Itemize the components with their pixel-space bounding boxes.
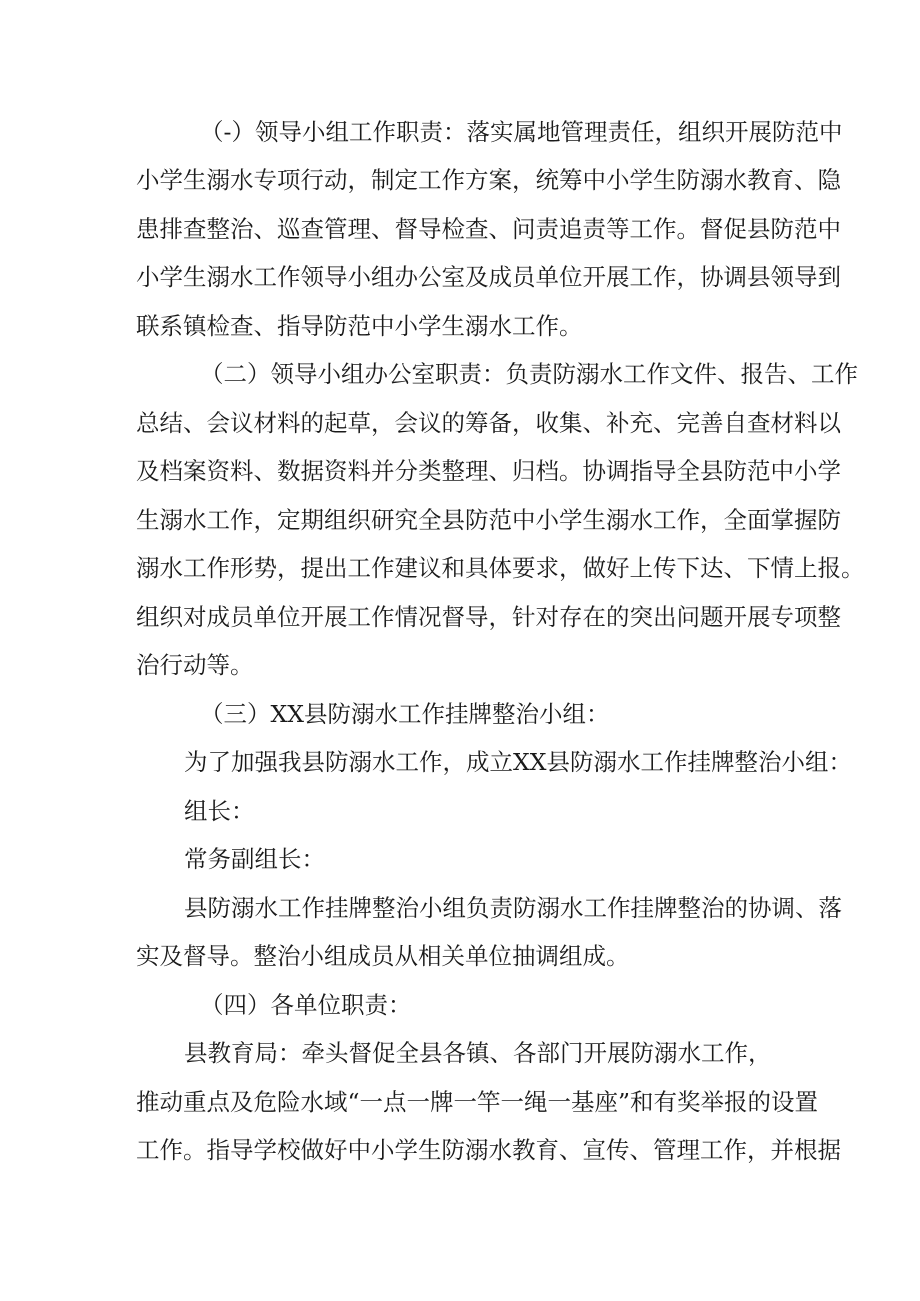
text-line: （三）XX县防溺水工作挂牌整治小组： (200, 700, 610, 728)
text-line: 县防溺水工作挂牌整治小组负责防溺水工作挂牌整治的协调、落 (184, 894, 842, 922)
text-line: （四）各单位职责： (200, 991, 412, 1019)
text-line: 总结、会议材料的起草，会议的筹备，收集、补充、完善自查材料以 (136, 409, 841, 437)
text-line: 治行动等。 (136, 651, 254, 679)
text-line: 组长： (184, 797, 255, 825)
text-line: （二）领导小组办公室职责：负责防溺水工作文件、报告、工作 (200, 360, 858, 388)
text-line: 小学生溺水专项行动，制定工作方案，统筹中小学生防溺水教育、隐 (136, 166, 841, 194)
text-line: （-）领导小组工作职责：落实属地管理责任，组织开展防范中 (200, 118, 843, 146)
text-line: 联系镇检查、指导防范中小学生溺水工作。 (136, 312, 583, 340)
text-line: 县教育局：牵头督促全县各镇、各部门开展防溺水工作， (184, 1039, 772, 1067)
text-line: 生溺水工作，定期组织研究全县防范中小学生溺水工作，全面掌握防 (136, 506, 841, 534)
text-line: 常务副组长： (184, 845, 325, 873)
text-line: 患排查整治、巡查管理、督导检查、问责追责等工作。督促县防范中 (136, 215, 841, 243)
text-line: 工作。指导学校做好中小学生防溺水教育、宣传、管理工作，并根据 (136, 1136, 841, 1164)
text-line: 组织对成员单位开展工作情况督导，针对存在的突出问题开展专项整 (136, 603, 841, 631)
text-line: 实及督导。整治小组成员从相关单位抽调组成。 (136, 942, 630, 970)
text-line: 为了加强我县防溺水工作，成立XX县防溺水工作挂牌整治小组： (184, 748, 852, 776)
text-line: 及档案资料、数据资料并分类整理、归档。协调指导全县防范中小学 (136, 457, 841, 485)
text-line: 小学生溺水工作领导小组办公室及成员单位开展工作，协调县领导到 (136, 263, 841, 291)
text-line: 溺水工作形势，提出工作建议和具体要求，做好上传下达、下情上报。 (136, 554, 865, 582)
text-line: 推动重点及危险水域“一点一牌一竿一绳一基座”和有奖举报的设置 (136, 1088, 819, 1116)
